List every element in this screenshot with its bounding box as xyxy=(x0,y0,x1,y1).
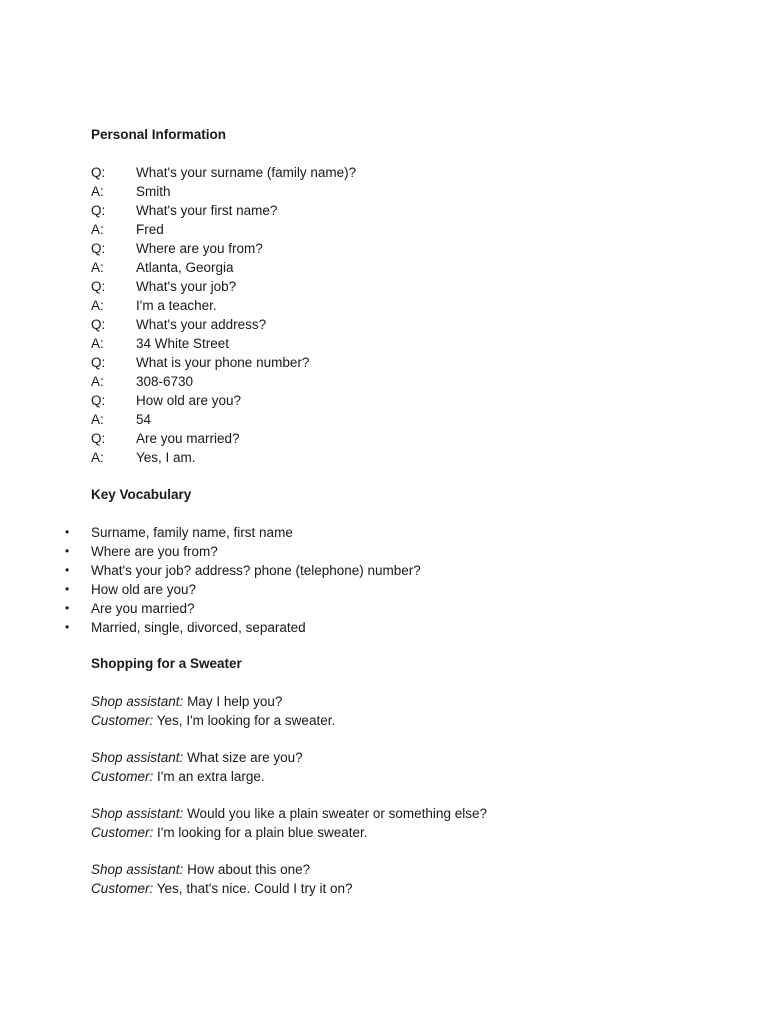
qa-text: Where are you from? xyxy=(136,241,263,256)
qa-label: A: xyxy=(91,298,104,313)
qa-row xyxy=(91,334,356,353)
speaker-label: Shop assistant: xyxy=(91,806,184,821)
speaker-label: Customer: xyxy=(91,769,154,784)
qa-label: A: xyxy=(91,374,104,389)
dialogue-exchange xyxy=(91,860,487,898)
qa-row xyxy=(91,163,356,182)
qa-row xyxy=(91,182,356,201)
qa-label: Q: xyxy=(91,279,106,294)
qa-row xyxy=(91,391,356,410)
assistant-line xyxy=(91,748,487,767)
qa-text: Smith xyxy=(136,184,171,199)
qa-text: Yes, I am. xyxy=(136,450,196,465)
speech-text: Yes, I'm looking for a sweater. xyxy=(153,713,336,728)
list-item-text: Where are you from? xyxy=(91,544,218,559)
qa-row xyxy=(91,429,356,448)
list-item-text: Married, single, divorced, separated xyxy=(91,620,306,635)
customer-line xyxy=(91,711,487,730)
qa-row xyxy=(91,448,356,467)
qa-row xyxy=(91,220,356,239)
qa-label: A: xyxy=(91,260,104,275)
qa-row xyxy=(91,410,356,429)
qa-row xyxy=(91,239,356,258)
bullet-icon: • xyxy=(65,620,70,634)
list-item-text: How old are you? xyxy=(91,582,197,597)
speech-text: How about this one? xyxy=(183,862,311,877)
qa-label: A: xyxy=(91,450,104,465)
qa-text: What's your first name? xyxy=(136,203,278,218)
assistant-line xyxy=(91,804,487,823)
speech-text: May I help you? xyxy=(183,694,283,709)
vocabulary-list xyxy=(0,523,421,637)
qa-text: Fred xyxy=(136,222,164,237)
qa-label: Q: xyxy=(91,241,106,256)
dialogue-exchange xyxy=(91,748,487,786)
speech-text: Would you like a plain sweater or something else? xyxy=(183,806,487,821)
list-item xyxy=(0,618,421,637)
qa-text: I'm a teacher. xyxy=(136,298,217,313)
list-item-text: What's your job? address? phone (telephone) number? xyxy=(91,563,421,578)
qa-text: 308-6730 xyxy=(136,374,194,389)
list-item xyxy=(0,542,421,561)
assistant-line xyxy=(91,692,487,711)
qa-text: Are you married? xyxy=(136,431,240,446)
dialogue-exchange xyxy=(91,804,487,842)
qa-text: 54 xyxy=(136,412,152,427)
qa-label: A: xyxy=(91,336,104,351)
qa-text: 34 White Street xyxy=(136,336,230,351)
customer-line xyxy=(91,823,487,842)
dialogue-exchange xyxy=(91,692,487,730)
speech-text: I'm looking for a plain blue sweater. xyxy=(153,825,368,840)
qa-list xyxy=(91,163,356,467)
bullet-icon: • xyxy=(65,544,70,558)
speech-text: What size are you? xyxy=(183,750,303,765)
bullet-icon: • xyxy=(65,601,70,615)
qa-label: Q: xyxy=(91,317,106,332)
speaker-label: Shop assistant: xyxy=(91,862,184,877)
qa-text: What is your phone number? xyxy=(136,355,310,370)
qa-label: Q: xyxy=(91,393,106,408)
qa-text: What's your job? xyxy=(136,279,237,294)
bullet-icon: • xyxy=(65,563,70,577)
list-item xyxy=(0,523,421,542)
list-item xyxy=(0,580,421,599)
list-item-text: Are you married? xyxy=(91,601,195,616)
speaker-label: Customer: xyxy=(91,713,154,728)
customer-line xyxy=(91,879,487,898)
speaker-label: Customer: xyxy=(91,881,154,896)
key-vocabulary-heading: Key Vocabulary xyxy=(91,487,192,502)
speaker-label: Shop assistant: xyxy=(91,750,184,765)
list-item xyxy=(0,599,421,618)
qa-row xyxy=(91,258,356,277)
qa-label: Q: xyxy=(91,355,106,370)
list-item-text: Surname, family name, first name xyxy=(91,525,293,540)
qa-label: A: xyxy=(91,222,104,237)
qa-label: Q: xyxy=(91,165,106,180)
qa-row xyxy=(91,296,356,315)
qa-label: Q: xyxy=(91,203,106,218)
shopping-heading: Shopping for a Sweater xyxy=(91,656,242,671)
list-item xyxy=(0,561,421,580)
qa-text: Atlanta, Georgia xyxy=(136,260,234,275)
bullet-icon: • xyxy=(65,582,70,596)
bullet-icon: • xyxy=(65,525,70,539)
qa-row xyxy=(91,353,356,372)
qa-text: What's your address? xyxy=(136,317,267,332)
qa-row xyxy=(91,315,356,334)
personal-information-heading: Personal Information xyxy=(91,127,227,142)
qa-row xyxy=(91,201,356,220)
qa-label: Q: xyxy=(91,431,106,446)
speech-text: I'm an extra large. xyxy=(153,769,265,784)
qa-row xyxy=(91,277,356,296)
qa-row xyxy=(91,372,356,391)
speech-text: Yes, that's nice. Could I try it on? xyxy=(153,881,353,896)
assistant-line xyxy=(91,860,487,879)
dialogue xyxy=(91,692,487,916)
speaker-label: Shop assistant: xyxy=(91,694,184,709)
customer-line xyxy=(91,767,487,786)
qa-text: How old are you? xyxy=(136,393,242,408)
qa-label: A: xyxy=(91,184,104,199)
qa-label: A: xyxy=(91,412,104,427)
qa-text: What's your surname (family name)? xyxy=(136,165,357,180)
speaker-label: Customer: xyxy=(91,825,154,840)
